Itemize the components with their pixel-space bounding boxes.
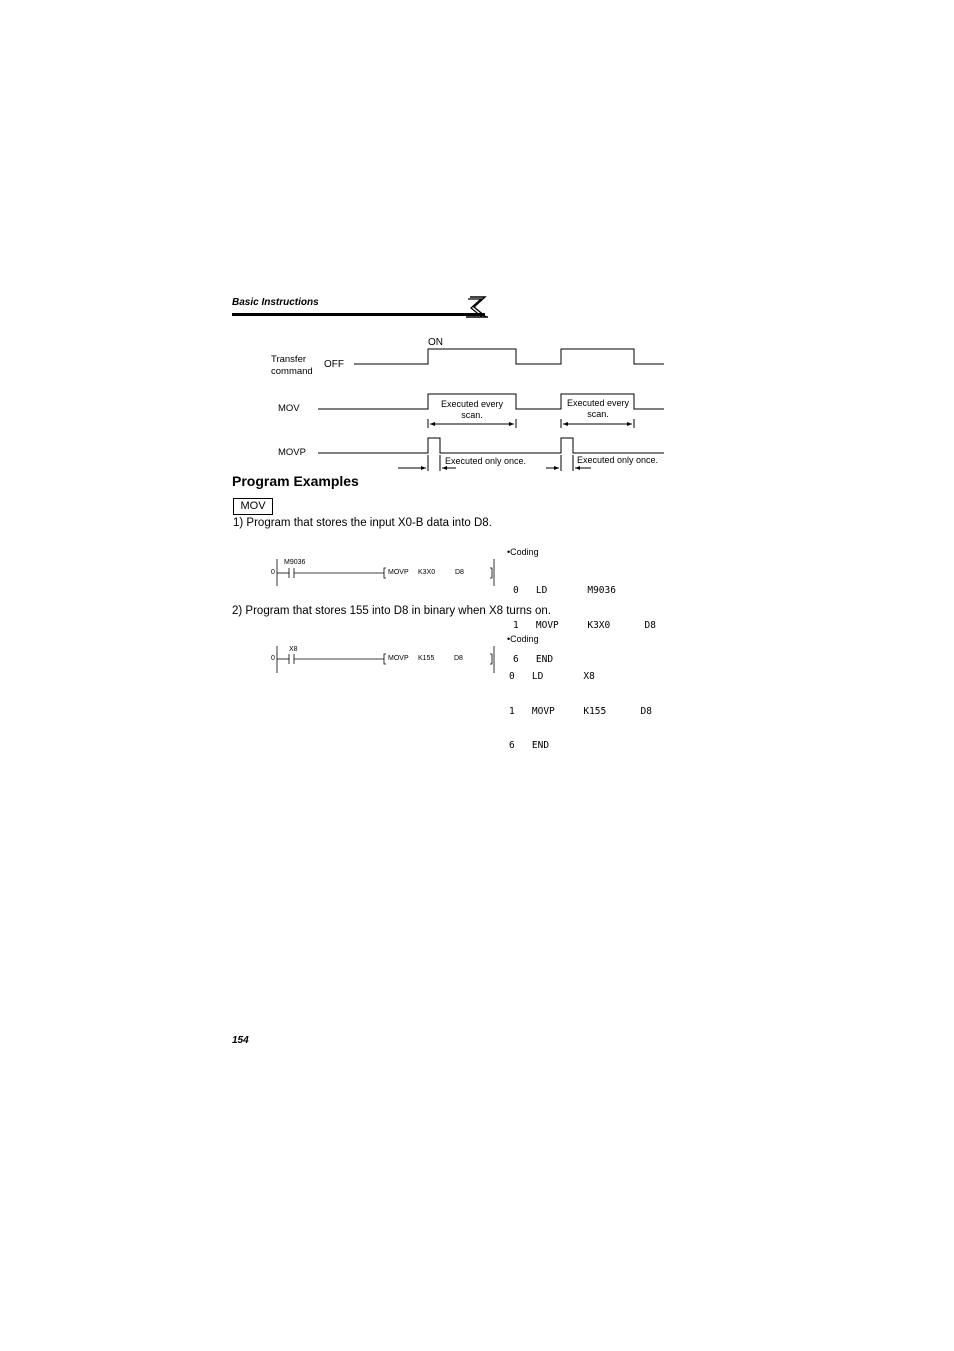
off-label: OFF — [324, 359, 344, 370]
coding-line: 1 MOVP K3X0 D8 — [513, 619, 656, 631]
ladder-1-instruction: MOVP — [388, 569, 409, 576]
example-2-description: 2) Program that stores 155 into D8 in binary when X8 turns on. — [232, 605, 551, 617]
movp-label: MOVP — [278, 447, 306, 458]
ladder-2-destination: D8 — [454, 655, 463, 662]
ladder-1-step: 0 — [271, 569, 275, 576]
coding-label-1: •Coding — [507, 547, 539, 557]
transfer-waveform — [354, 349, 664, 364]
mov-label: MOV — [278, 403, 300, 414]
ladder-1-source: K3X0 — [418, 569, 436, 576]
coding-line: 0 LD M9036 — [513, 585, 616, 596]
every-scan-annotation-2: Executed every scan. — [566, 398, 630, 419]
ladder-2-step: 0 — [271, 655, 275, 662]
ladder-2-contact: X8 — [289, 646, 298, 653]
coding-line: 6 END — [513, 654, 554, 665]
coding-line: 1 MOVP K155 D8 — [509, 705, 652, 717]
instruction-box: MOV — [233, 498, 273, 515]
ladder-2-source: K155 — [418, 655, 435, 662]
coding-block-2 — [509, 648, 652, 763]
section-title: Program Examples — [232, 473, 359, 489]
example-1-description: 1) Program that stores the input X0-B data into D8. — [233, 517, 492, 529]
movp-waveform — [318, 438, 664, 453]
coding-label-2: •Coding — [507, 634, 539, 644]
transfer-command-label-2: command — [271, 366, 313, 377]
coding-line: 0 LD X8 — [509, 671, 595, 682]
header-title: Basic Instructions — [232, 297, 319, 308]
ladder-1-destination: D8 — [455, 569, 464, 576]
ladder-1-contact: M9036 — [284, 559, 306, 566]
ladder-2-instruction: MOVP — [388, 655, 409, 662]
every-scan-annotation-1: Executed every scan. — [440, 399, 504, 420]
coding-line: 6 END — [509, 740, 550, 751]
once-annotation-2: Executed only once. — [577, 455, 659, 465]
once-annotation-1: Executed only once. — [445, 456, 527, 466]
transfer-command-label: Transfer — [271, 354, 307, 365]
on-label: ON — [428, 337, 443, 348]
page-number: 154 — [232, 1035, 249, 1046]
